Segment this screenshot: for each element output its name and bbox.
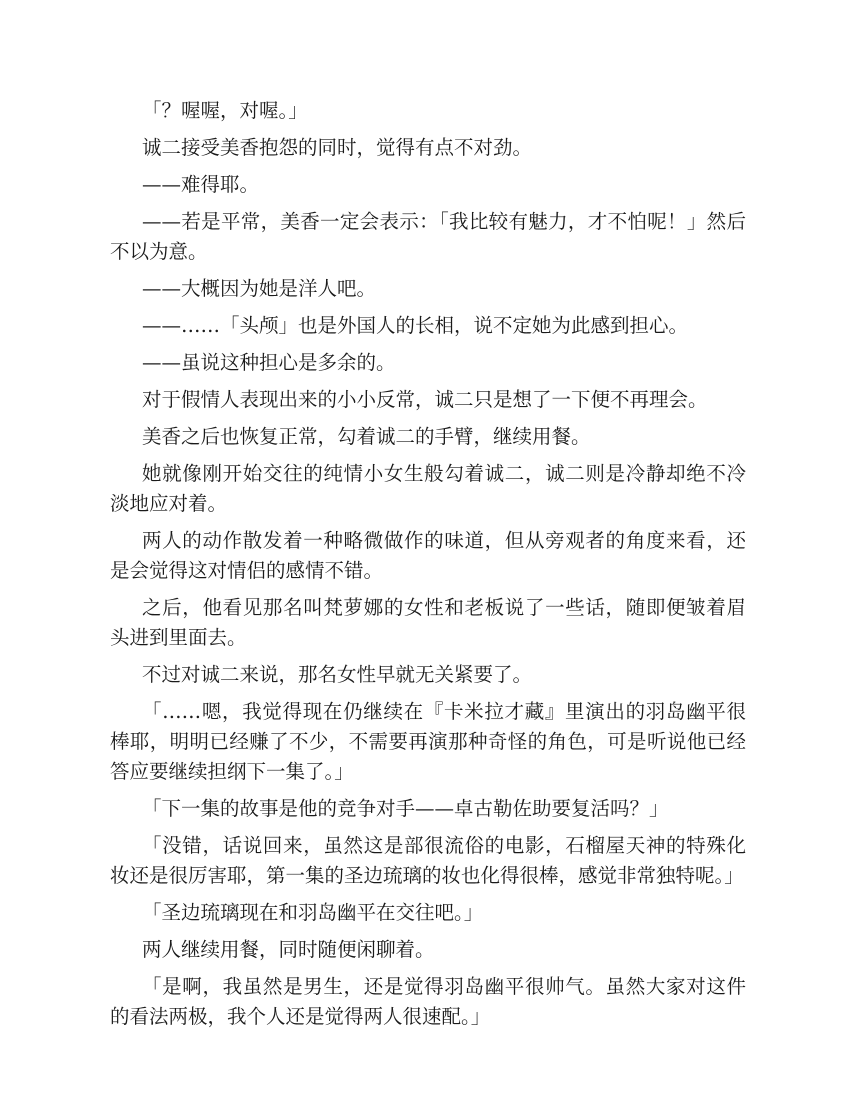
- paragraph: 「是啊，我虽然是男生，还是觉得羽岛幽平很帅气。虽然大家对这件的看法两极，我个人还是觉得两人很速配。」: [110, 975, 746, 1028]
- paragraph: 之后，他看见那名叫梵萝娜的女性和老板说了一些话，随即便皱着眉头进到里面去。: [110, 596, 746, 649]
- paragraph: 美香之后也恢复正常，勾着诚二的手臂，继续用餐。: [142, 425, 591, 448]
- paragraph: ——难得耶。: [142, 173, 260, 196]
- paragraph: 「圣边琉璃现在和羽岛幽平在交往吧。」: [142, 901, 484, 924]
- paragraph: 诚二接受美香抱怨的同时，觉得有点不对劲。: [142, 136, 533, 159]
- paragraph: ——虽说这种担心是多余的。: [142, 351, 396, 374]
- paragraph: 两人的动作散发着一种略微做作的味道，但从旁观者的角度来看，还是会觉得这对情侣的感情不错。: [110, 529, 746, 582]
- paragraph: ——……「头颅」也是外国人的长相，说不定她为此感到担心。: [142, 314, 689, 337]
- paragraph: 「没错，话说回来，虽然这是部很流俗的电影，石榴屋天神的特殊化妆还是很厉害耶，第一集的圣边琉璃的妆也化得很棒，感觉非常独特呢。」: [110, 834, 746, 887]
- paragraph: 对于假情人表现出来的小小反常，诚二只是想了一下便不再理会。: [142, 388, 708, 411]
- paragraph: 「……嗯，我觉得现在仍继续在『卡米拉才藏』里演出的羽岛幽平很棒耶，明明已经赚了不少，不需要再演那种奇怪的角色，可是听说他已经答应要继续担纲下一集了。」: [110, 700, 746, 783]
- paragraph: ——大概因为她是洋人吧。: [142, 277, 377, 300]
- paragraph: 「下一集的故事是他的竞争对手——卓古勒佐助要复活吗？」: [142, 797, 669, 820]
- paragraph: 「？喔喔，对喔。」: [142, 99, 308, 122]
- paragraph: ——若是平常，美香一定会表示：「我比较有魅力，才不怕呢！」然后不以为意。: [110, 210, 746, 263]
- paragraph: 她就像刚开始交往的纯情小女生般勾着诚二，诚二则是冷静却绝不冷淡地应对着。: [110, 462, 746, 515]
- paragraph: 两人继续用餐，同时随便闲聊着。: [142, 938, 435, 961]
- document-page: [110, 96, 746, 1039]
- paragraph: 不过对诚二来说，那名女性早就无关紧要了。: [142, 663, 533, 686]
